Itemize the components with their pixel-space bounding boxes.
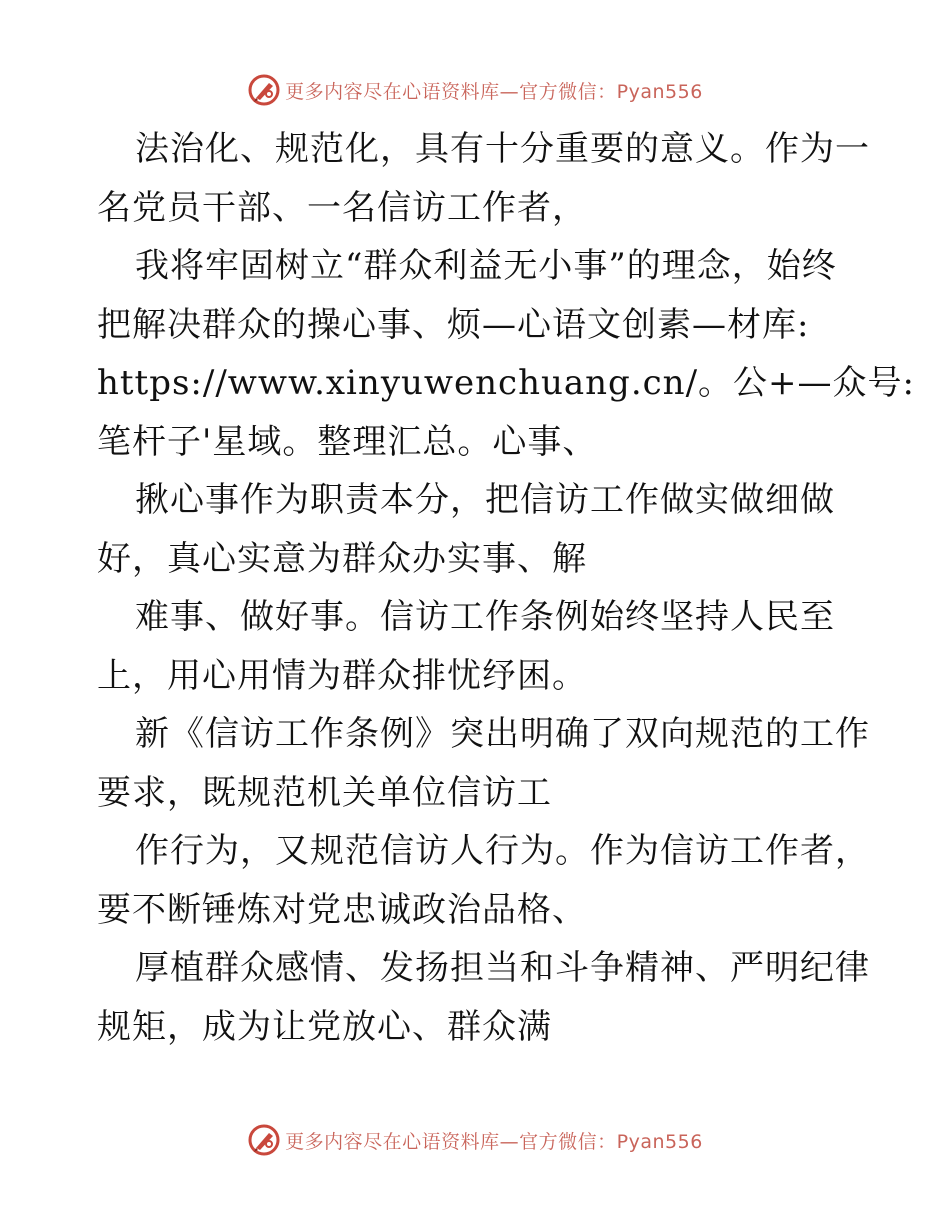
body-line-8: 好，真心实意为群众办实事、解 — [97, 538, 587, 579]
body-line-7: 揪心事作为职责本分，把信访工作做实做细做 — [135, 480, 835, 520]
body-line-16: 规矩，成为让党放心、群众满 — [97, 1006, 552, 1047]
body-line-13: 作行为，又规范信访人行为。作为信访工作者， — [135, 831, 870, 871]
body-line-6: 笔杆子'星域。整理汇总。心事、 — [97, 421, 598, 462]
body-line-9: 难事、做好事。信访工作条例始终坚持人民至 — [135, 597, 835, 637]
body-line-3: 我将牢固树立“群众利益无小事”的理念，始终 — [135, 246, 837, 286]
body-line-10: 上，用心用情为群众排忧纾困。 — [97, 655, 587, 696]
body-line-15: 厚植群众感情、发扬担当和斗争精神、严明纪律 — [135, 948, 870, 988]
pen-logo-icon — [247, 1123, 281, 1157]
pen-logo-icon — [247, 73, 281, 107]
body-line-12: 要求，既规范机关单位信访工 — [97, 772, 552, 813]
header-banner-text: 更多内容尽在心语资料库—官方微信：Pyan556 — [285, 80, 703, 103]
footer-watermark-banner — [0, 1120, 950, 1160]
header-watermark-banner — [0, 70, 950, 110]
body-line-11: 新《信访工作条例》突出明确了双向规范的工作 — [135, 714, 870, 754]
body-line-1: 法治化、规范化，具有十分重要的意义。作为一 — [135, 129, 870, 169]
footer-banner-text: 更多内容尽在心语资料库—官方微信：Pyan556 — [285, 1130, 703, 1153]
body-line-2: 名党员干部、一名信访工作者， — [97, 187, 587, 228]
document-body — [97, 120, 915, 1056]
body-line-4: 把解决群众的操心事、烦—心语文创素—材库: — [97, 304, 810, 345]
body-line-14: 要不断锤炼对党忠诚政治品格、 — [97, 889, 587, 930]
body-line-5: https://www.xinyuwenchuang.cn/。公+—众号: — [97, 363, 915, 403]
